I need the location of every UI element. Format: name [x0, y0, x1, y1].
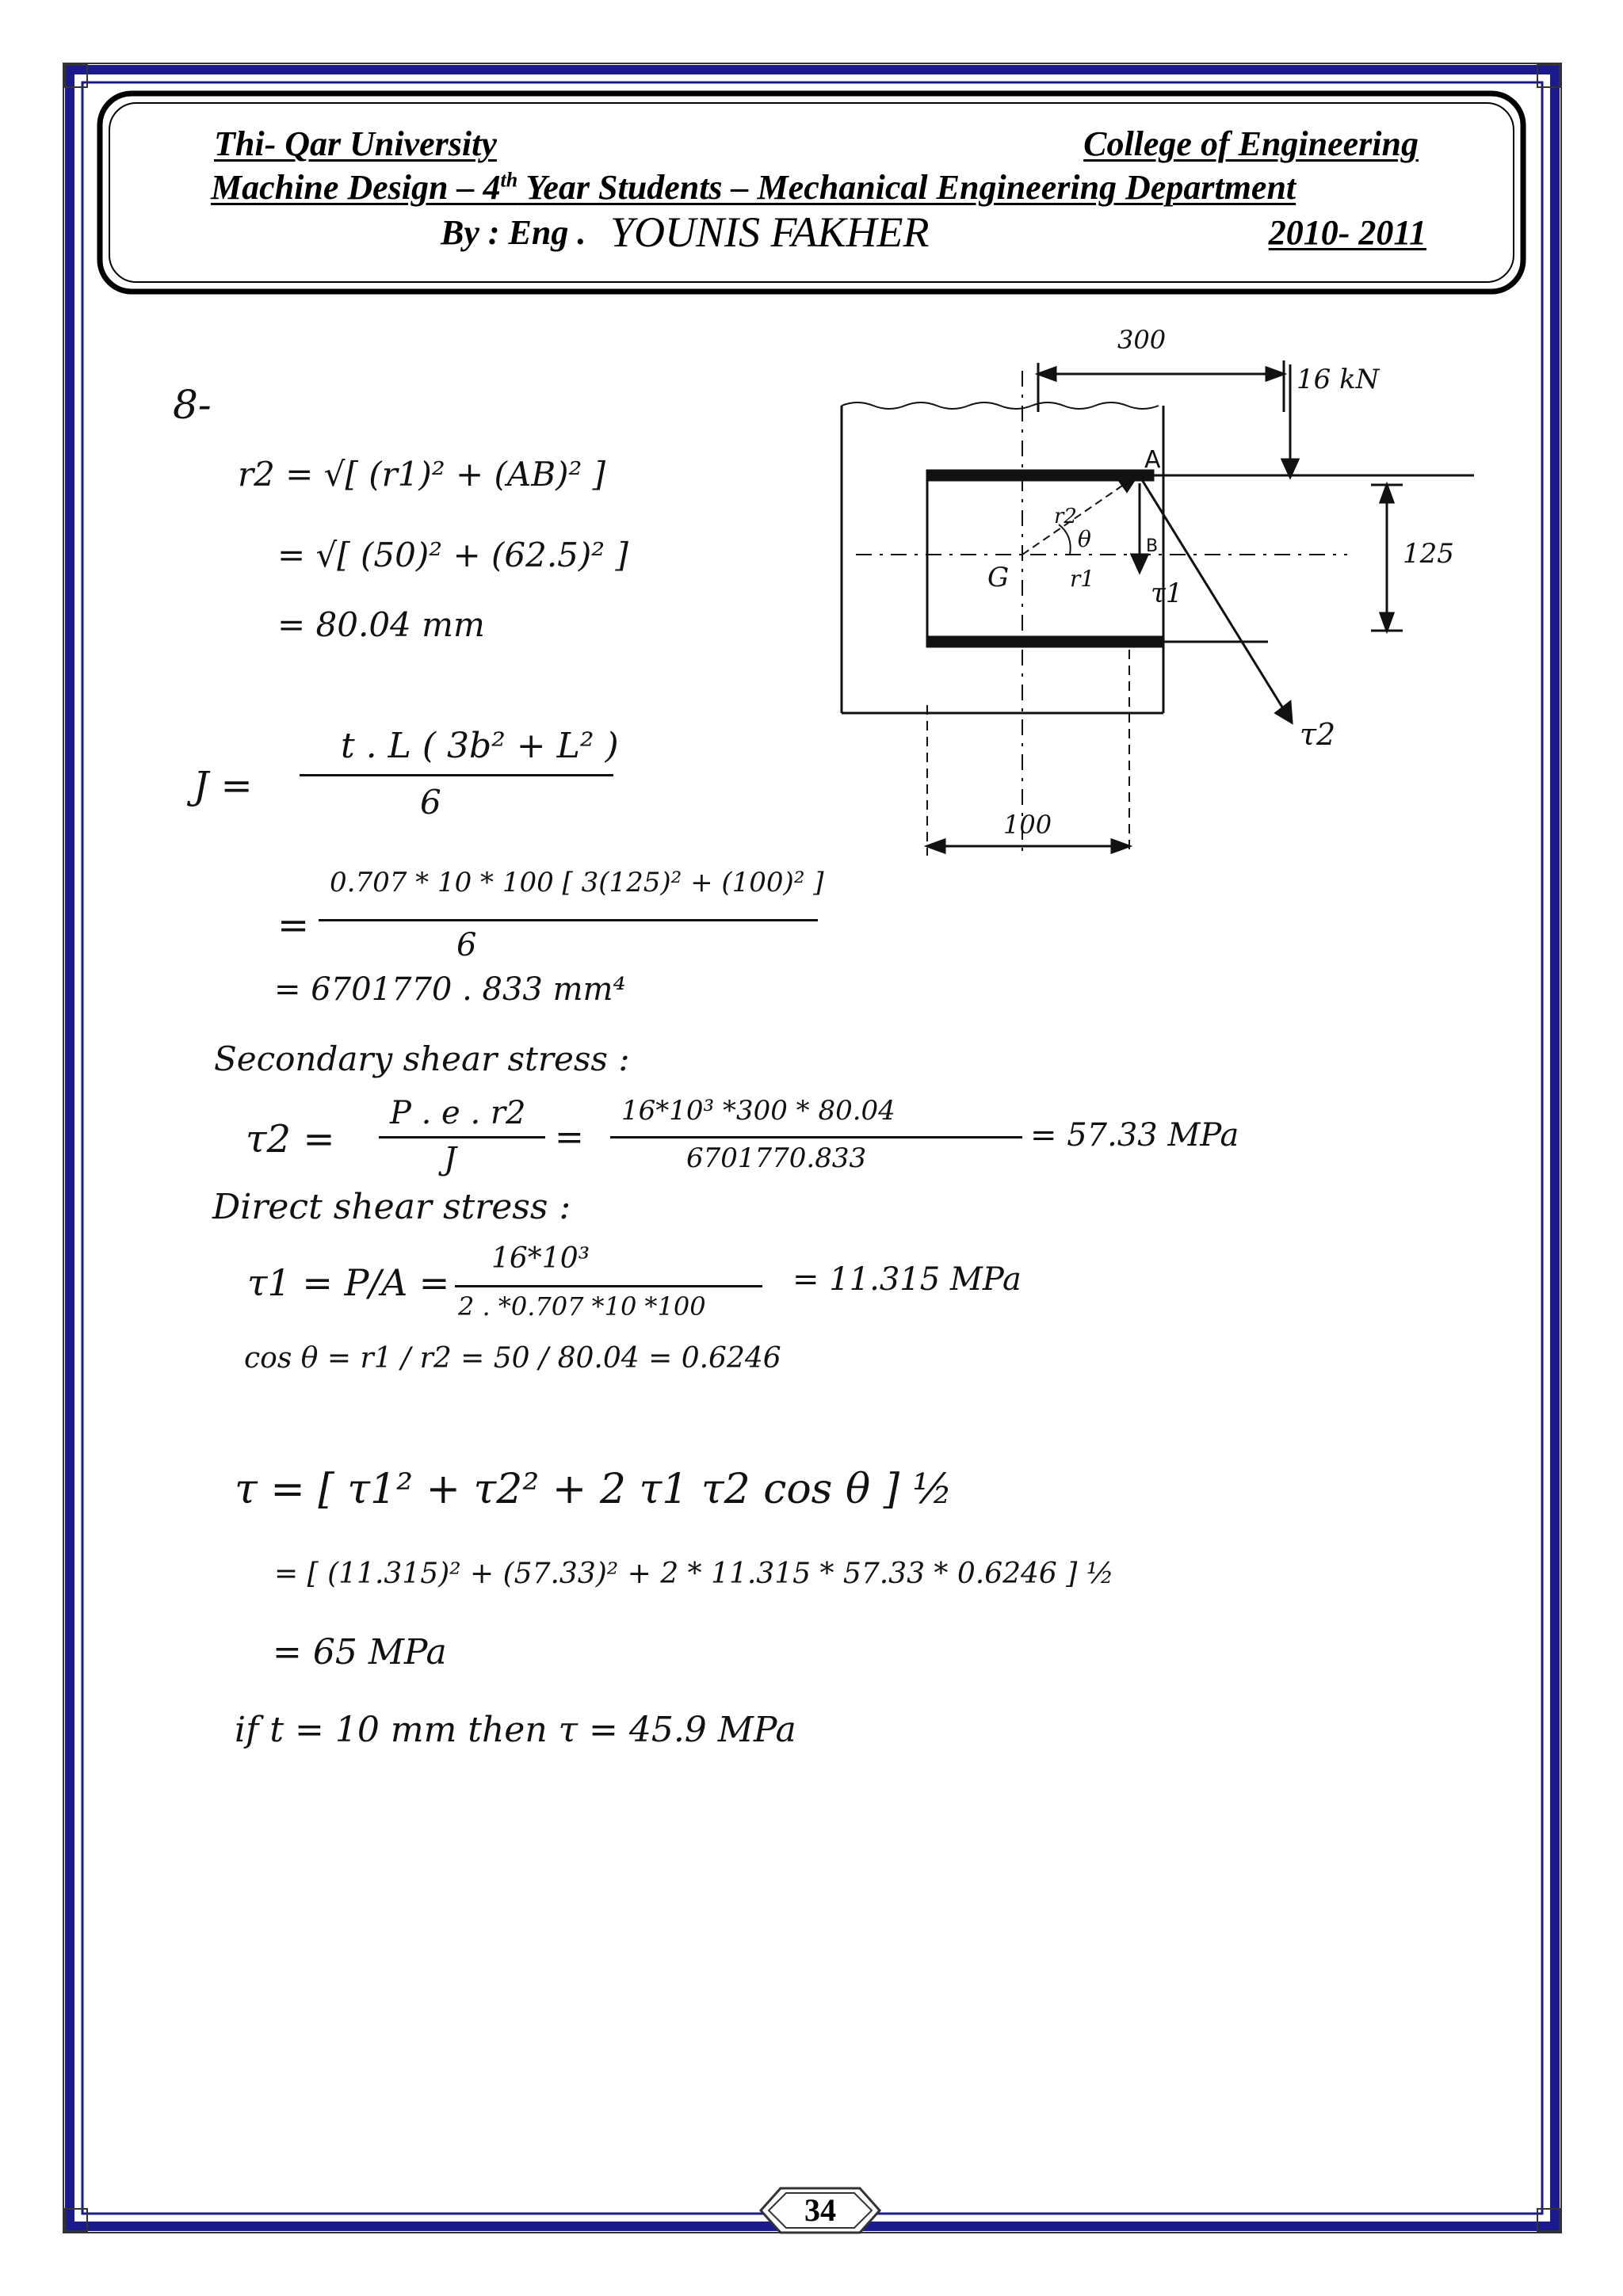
tau2-denominator: 6701770.833 — [686, 1142, 867, 1174]
tau1-fraction-bar — [455, 1285, 762, 1287]
course-title: Machine Design – 4th Year Students – Mechanical Engineering Department — [211, 168, 1296, 207]
point-A-label: A — [1144, 446, 1161, 474]
tau2-formula-den: J — [444, 1141, 457, 1177]
J-sub-fraction-bar — [319, 919, 818, 921]
J-sub-numerator: 0.707 * 10 * 100 [ 3(125)² + (100)² ] — [330, 867, 824, 898]
dim-bottom-label: 100 — [1003, 810, 1052, 840]
load-label: 16 kN — [1296, 364, 1380, 395]
dim-right-label: 125 — [1403, 538, 1454, 570]
r2-eq-line2: = √[ (50)² + (62.5)² ] — [277, 536, 628, 574]
r2-eq-line3: = 80.04 mm — [277, 605, 485, 644]
J-sub-denominator: 6 — [456, 927, 477, 963]
tau2-formula-bar — [379, 1136, 545, 1138]
tau1-result: = 11.315 MPa — [792, 1261, 1022, 1298]
tau2-arrow-label: τ2 — [1300, 717, 1336, 752]
J-sub-equals: = — [277, 903, 310, 948]
tau2-result: = 57.33 MPa — [1030, 1117, 1239, 1154]
tau1-label: τ1 = P/A = — [247, 1261, 450, 1304]
r2-eq-line1: r2 = √[ (r1)² + (AB)² ] — [238, 455, 606, 494]
point-B-label: B — [1146, 536, 1159, 556]
academic-year: 2010- 2011 — [1268, 213, 1426, 252]
tau2-numerator: 16*10³ *300 * 80.04 — [621, 1095, 896, 1127]
secondary-shear-heading: Secondary shear stress : — [214, 1039, 630, 1078]
tau2-equals: = — [555, 1117, 584, 1158]
tau2-fraction-bar — [610, 1136, 1022, 1138]
J-fraction-bar — [300, 774, 613, 776]
final-statement: if t = 10 mm then τ = 45.9 MPa — [235, 1710, 796, 1750]
author-prefix: By : Eng . — [441, 213, 586, 252]
theta-label: θ — [1078, 526, 1091, 552]
author-name: YOUNIS FAKHER — [610, 208, 930, 256]
tau-resultant-result: = 65 MPa — [273, 1632, 447, 1672]
tau2-label: τ2 = — [246, 1117, 335, 1161]
tau1-numerator: 16*10³ — [491, 1242, 590, 1275]
college-name: College of Engineering — [1083, 124, 1419, 163]
cos-theta-line: cos θ = r1 / r2 = 50 / 80.04 = 0.6246 — [244, 1342, 781, 1375]
tau-resultant-formula: τ = [ τ1² + τ2² + 2 τ1 τ2 cos θ ] ½ — [235, 1466, 953, 1513]
weld-diagram — [824, 317, 1474, 871]
J-denominator: 6 — [420, 783, 441, 822]
dim-top-label: 300 — [1117, 325, 1167, 355]
J-label: J = — [193, 764, 253, 808]
direct-shear-heading: Direct shear stress : — [212, 1187, 571, 1227]
university-name: Thi- Qar University — [214, 124, 497, 163]
J-numerator: t . L ( 3b² + L² ) — [341, 726, 619, 766]
problem-number: 8- — [173, 382, 212, 428]
tau2-formula-num: P . e . r2 — [390, 1095, 526, 1131]
r2-label: r2 — [1054, 505, 1077, 528]
J-result: = 6701770 . 833 mm⁴ — [274, 971, 626, 1008]
tau-resultant-substitution: = [ (11.315)² + (57.33)² + 2 * 11.315 * 57.33 * 0.6246 ] ½ — [274, 1558, 1114, 1590]
tau1-denominator: 2 . *0.707 *10 *100 — [458, 1291, 706, 1322]
r1-label: r1 — [1070, 566, 1095, 592]
tau1-arrow-label: τ1 — [1151, 578, 1183, 609]
point-G-label: G — [987, 562, 1010, 593]
page-number: 34 — [804, 2192, 836, 2228]
